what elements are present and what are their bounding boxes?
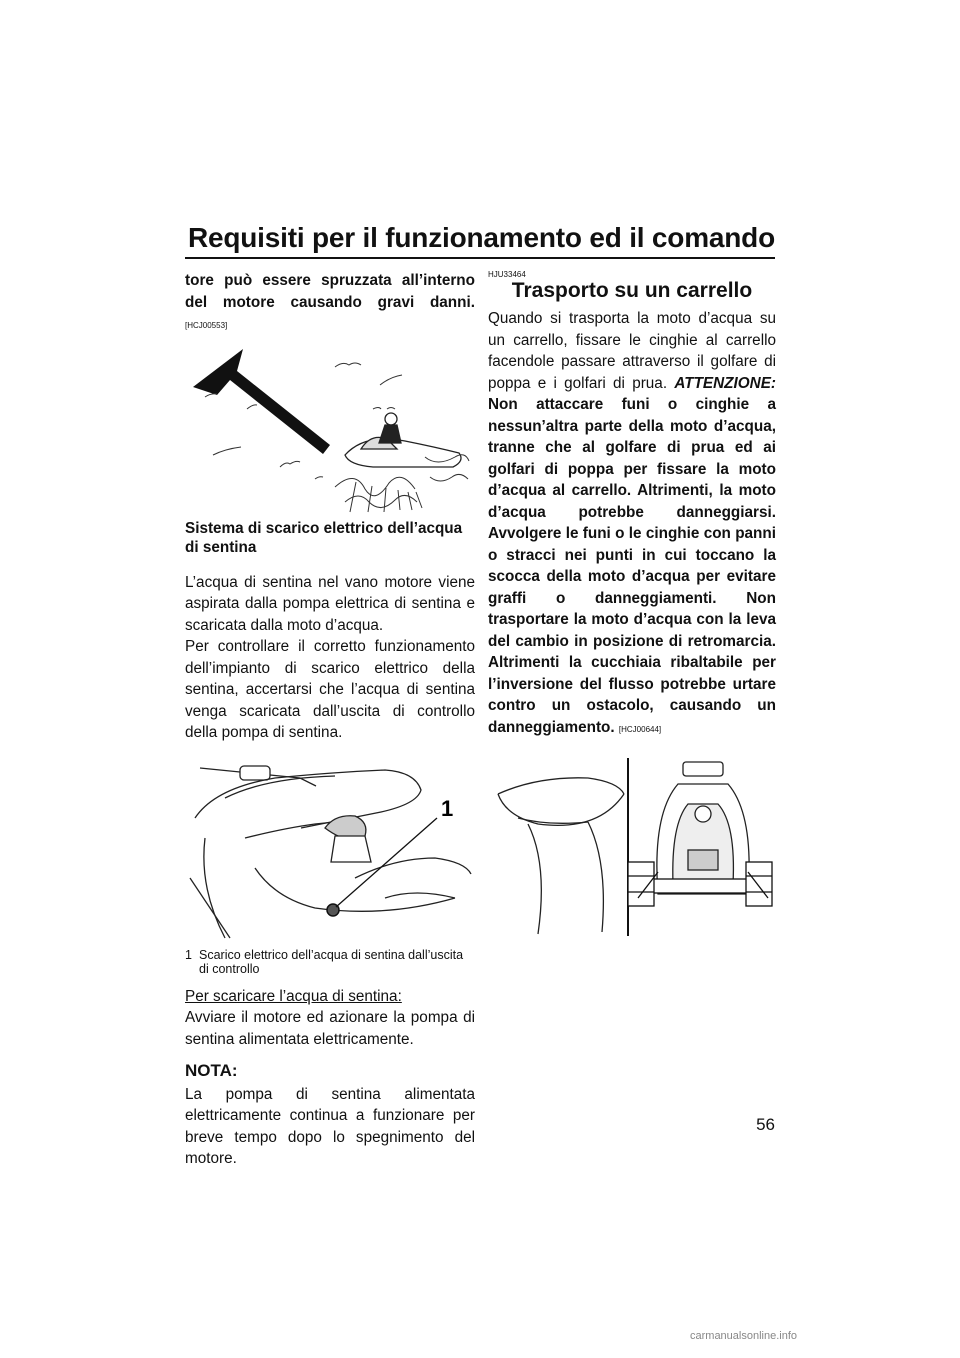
figure-callout-1: 1 — [441, 795, 454, 821]
intro-warning — [185, 270, 475, 337]
section-tag: HJU33464 — [488, 270, 526, 279]
header-rule — [185, 257, 775, 259]
procedure-text: Avviare il motore ed azionare la pompa di sentina alimentata elettricamente. — [185, 1009, 475, 1048]
left-column — [185, 270, 475, 1170]
caution-code: [HCJ00644] — [618, 724, 662, 734]
trailer-paragraph — [488, 308, 776, 740]
bilge-paragraph-2: Per controllare il corretto funzionamento dell’impianto di scarico elettrico della sentina, accertarsi che l’acqua di sentina venga scaricata dall’uscita di controllo della pompa di sentina. — [185, 638, 475, 742]
bilge-paragraph-1: L’acqua di sentina nel vano motore viene aspirata dalla pompa elettrica di sentina e scaricata dalla moto d’acqua. — [185, 573, 475, 634]
note-title: NOTA: — [185, 1061, 238, 1081]
page-title: Requisiti per il funzionamento ed il comando — [187, 222, 775, 253]
note-text: La pompa di sentina alimentata elettricamente continua a funzionare per breve tempo dopo lo spegnimento del motore. — [185, 1085, 475, 1168]
intro-warning-code: [HCJ00553] — [185, 321, 228, 330]
intro-warning-text: tore può essere spruzzata all’interno del motore causando gravi danni. — [185, 272, 475, 311]
jetski-spray-illustration — [185, 337, 475, 519]
procedure-title: Per scaricare l’acqua di sentina: — [185, 987, 402, 1005]
trailer-tiedown-illustration — [488, 754, 776, 936]
direction-arrow-icon — [193, 349, 330, 454]
watermark-text: carmanualsonline.info — [690, 1330, 798, 1342]
caption-number: 1 — [185, 947, 192, 962]
caution-text: Non attaccare funi o cinghie a nessun’altra parte della moto d’acqua, tranne che al golfare di prua ed ai golfari di poppa per fissare la moto d’acqua al carrello. Altrimenti, la moto d’acqua potrebbe danneggiarsi. Avvolgere le funi o le cinghie con panni o stracci nei punti in cui toccano la scocca della moto d’acqua per evitare graffi o danneggiamenti. Non trasportare la moto d’acqua con la leva del cambio in posizione di retromarcia. Altrimenti la cucchiaia ribaltabile per l’inversione del flusso potrebbe urtare contro un ostacolo, causando un danneggiamento. — [488, 396, 776, 736]
right-column — [488, 270, 776, 936]
trailer-text: Quando si trasporta la moto d’acqua su un carrello, fissare le cinghie al carrello facendole passare attraverso il golfare di poppa e i golfari di prua. — [488, 310, 776, 392]
bilge-outlet-illustration — [185, 758, 475, 946]
bilge-heading: Sistema di scarico elettrico dell’acqua di sentina — [185, 519, 463, 556]
section-title: Trasporto su un carrello — [511, 279, 753, 302]
caption-text: Scarico elettrico dell’acqua di sentina dall’uscita di controllo — [199, 947, 464, 976]
caution-label: ATTENZIONE: — [674, 374, 777, 392]
figure-caption — [185, 948, 475, 976]
page-number: 56 — [756, 1115, 775, 1134]
